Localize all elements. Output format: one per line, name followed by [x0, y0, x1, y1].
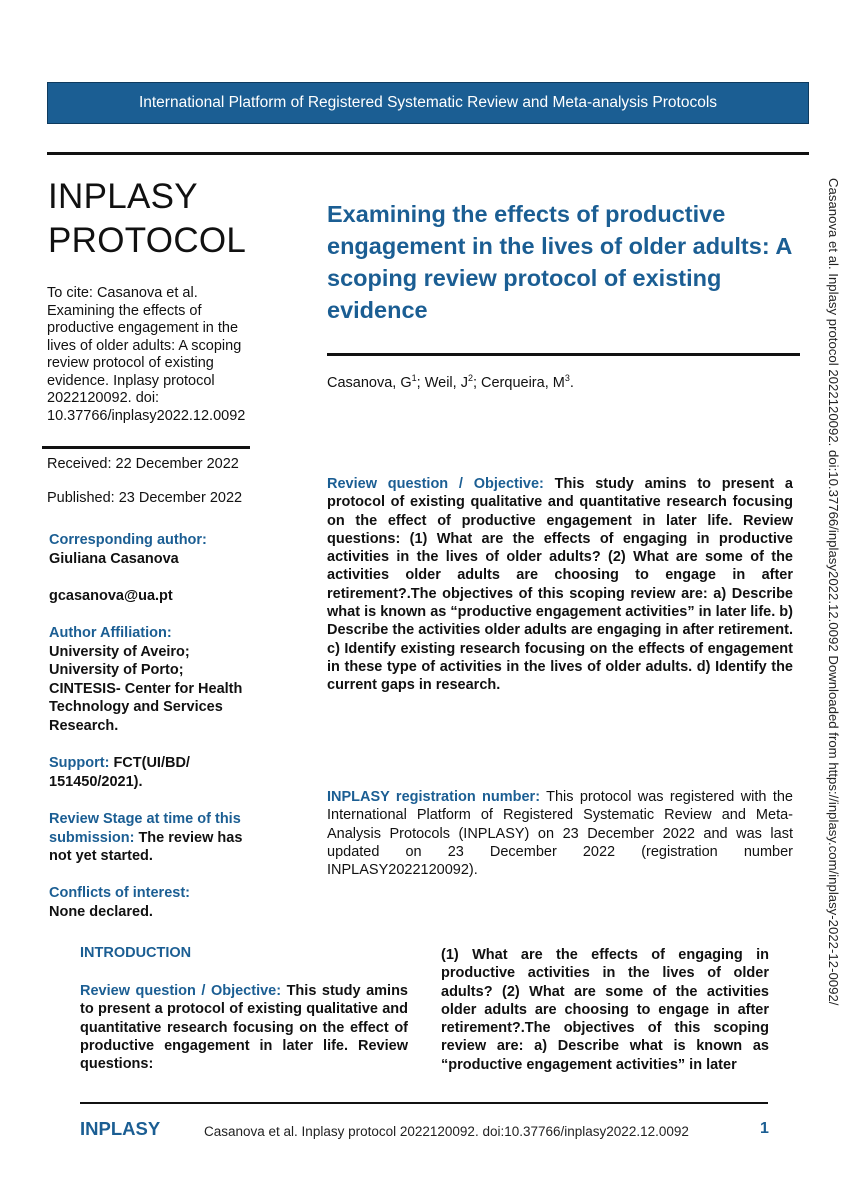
review-stage [49, 810, 271, 866]
published-date: Published: 23 December 2022 [47, 490, 243, 506]
conflicts-label: Conflicts of interest: [49, 885, 190, 901]
affiliation-line: University of Porto; [49, 662, 184, 678]
protocol-heading-line-2: PROTOCOL [48, 221, 247, 260]
article-title: Examining the effects of productive engagement in the lives of older adults: A scoping review protocol of existing evidence [327, 201, 792, 323]
registration-label: INPLASY registration number: [327, 789, 541, 805]
registration-number [327, 788, 793, 879]
support-label: Support: [49, 755, 110, 771]
review-stage-value: The review has [138, 829, 243, 846]
review-stage-label-cont: submission: [49, 829, 135, 846]
conflicts-of-interest [49, 884, 271, 921]
abstract-text: This study amins to present a protocol of existing qualitative and quantitative research focusing on the effect of productive engagement in later life. Review questions: (1) What are the effects of engaging in productive activities in the lives of older adults? (2) What are some of the activities older adults are choosing to engage in after retirement?.The objectives of this scoping review are: a) Describe what is known as “productive engagement activities” in later life. b) Describe the activities older adults are engaging in after retirement. c) Identify existing research focusing on the effects of engagement in these type of activities in the lives of older adults. d) Identify the current gaps in research. [327, 476, 793, 694]
top-rule [47, 152, 809, 155]
side-download-note: Casanova et al. Inplasy protocol 2022120092. doi:10.37766/inplasy2022.12.0092 Downloaded from https://inplasy.com/inplasy-2022-12-0092/ [826, 178, 841, 1006]
corresponding-email: gcasanova@ua.pt [49, 588, 173, 604]
left-rule [42, 446, 250, 449]
support [49, 754, 271, 791]
corresponding-author [49, 531, 271, 568]
intro-column-2: (1) What are the effects of engaging in productive activities in the lives of older adults? (2) What are some of the activities older adults are choosing to engage in after retirement?.The objectives of this scoping review are: a) Describe what is known as “productive engagement activities” in later [441, 947, 769, 1073]
footer-rule [80, 1102, 768, 1104]
corresponding-author-name: Giuliana Casanova [49, 550, 179, 567]
affiliation-line: Research. [49, 717, 119, 734]
review-stage-label: Review Stage at time of this [49, 811, 241, 827]
support-value-cont: 151450/2021). [49, 773, 143, 790]
corresponding-author-label: Corresponding author: [49, 532, 207, 548]
intro-label: Review question / Objective: [80, 983, 282, 999]
citation-text: To cite: Casanova et al. Examining the effects of productive engagement in the lives of older adults: A scoping review protocol of existing evidence. Inplasy protocol 2022120092. doi: 10.37766/inplasy2022.12.0092 [47, 285, 246, 424]
page-number: 1 [760, 1120, 769, 1137]
author-list: Casanova, $G^1$; Weil, $J^2$; Cerqueira, $M^3$. [327, 373, 574, 391]
footer-citation: Casanova et al. Inplasy protocol 2022120092. doi:10.37766/inplasy2022.12.0092 [204, 1124, 689, 1139]
affiliation-label: Author Affiliation: [49, 625, 172, 641]
abstract-label: Review question / Objective: [327, 476, 544, 492]
introduction-heading: INTRODUCTION [80, 945, 192, 961]
intro-col1-text: This study amins to present a protocol of existing qualitative and quantitative research focusing on the effect of productive engagement in later life. Review questions: [80, 983, 408, 1073]
protocol-heading [48, 175, 246, 263]
author-affiliation [49, 624, 271, 735]
registration-text: This protocol was registered with the International Platform of Registered Systematic Review and Meta-Analysis Protocols (INPLASY) on 23 December 2022 and was last updated on 23 December 2022 (registration number INPLASY2022120092). [327, 789, 793, 879]
affiliation-line: Technology and Services [49, 699, 223, 715]
title-rule [327, 353, 800, 356]
support-value: FCT(UI/BD/ [113, 755, 190, 771]
footer-logo: INPLASY [80, 1118, 161, 1139]
protocol-heading-line-1: INPLASY [48, 177, 198, 216]
affiliation-line: CINTESIS- Center for Health [49, 680, 243, 697]
affiliation-line: University of Aveiro; [49, 643, 190, 660]
header-banner: International Platform of Registered Systematic Review and Meta-analysis Protocols [47, 82, 809, 124]
review-stage-value-cont: not yet started. [49, 848, 153, 864]
received-date: Received: 22 December 2022 [47, 456, 239, 472]
intro-column-1 [80, 982, 408, 1073]
abstract-review-question [327, 475, 793, 695]
conflicts-value: None declared. [49, 903, 153, 920]
